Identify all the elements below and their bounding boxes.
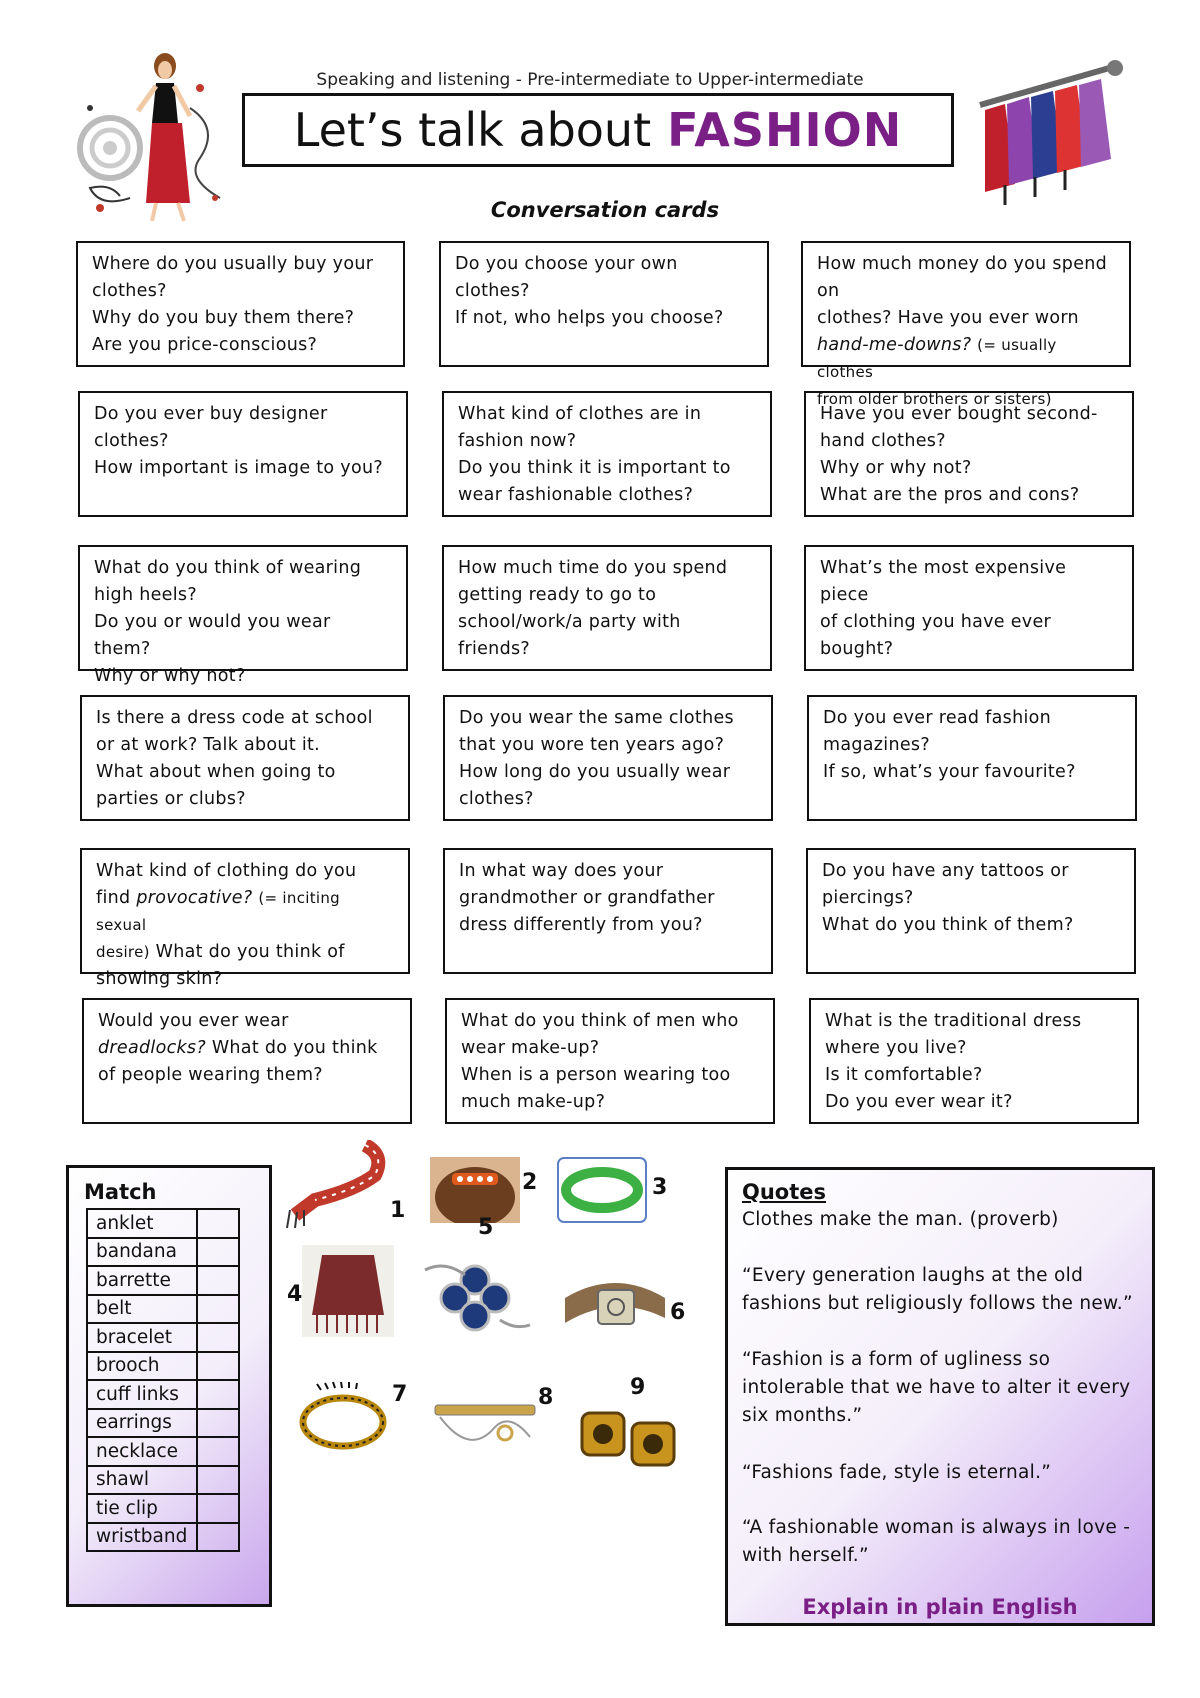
card-text: clothes? (459, 789, 534, 809)
card-text: What do you think of men who (461, 1011, 739, 1031)
cards-heading: Conversation cards (490, 198, 720, 222)
match-row (87, 1295, 239, 1324)
conversation-card (806, 848, 1136, 974)
wristband-icon (557, 1157, 647, 1223)
conversation-card (442, 545, 772, 671)
card-text: How much money do you spend on (817, 254, 1108, 301)
card-text: If not, who helps you choose? (455, 308, 724, 328)
conversation-card (807, 695, 1137, 821)
match-answer-cell[interactable] (197, 1494, 239, 1523)
match-answer-cell[interactable] (197, 1209, 239, 1238)
match-answer-cell[interactable] (197, 1238, 239, 1267)
conversation-card (76, 241, 405, 367)
card-text: getting ready to go to (458, 585, 657, 605)
card-text: Do you ever wear it? (825, 1092, 1013, 1112)
shawl-icon (302, 1245, 394, 1337)
conversation-card (439, 241, 769, 367)
match-answer-cell[interactable] (197, 1380, 239, 1409)
card-text: of people wearing them? (98, 1065, 323, 1085)
card-text: piercings? (822, 888, 914, 908)
conversation-card (801, 241, 1131, 408)
match-word: tie clip (87, 1494, 197, 1523)
conversation-card (442, 391, 772, 517)
card-text: Would you ever wear (98, 1011, 289, 1031)
card-text: clothes? (94, 431, 169, 451)
card-term: hand-me-downs? (817, 335, 972, 355)
fashion-woman-illustration (70, 48, 240, 224)
quote-text: “Fashions fade, style is eternal.” (742, 1462, 1052, 1483)
match-answer-cell[interactable] (197, 1466, 239, 1495)
picture-number: 6 (670, 1300, 686, 1325)
card-text: Do you wear the same clothes (459, 708, 734, 728)
card-text: How long do you usually wear (459, 762, 731, 782)
card-text: parties or clubs? (96, 789, 246, 809)
card-text: Why or why not? (820, 458, 972, 478)
card-text: What’s the most expensive piece (820, 558, 1067, 605)
barrette-icon (430, 1157, 520, 1223)
conversation-card (445, 998, 775, 1124)
brooch-icon (415, 1250, 535, 1340)
card-text: high heels? (94, 585, 197, 605)
conversation-card (78, 545, 408, 686)
card-text: What do you think of wearing (94, 558, 362, 578)
clothes-rack-illustration (975, 60, 1125, 210)
card-text: Why or why not? (94, 666, 246, 686)
conversation-card (443, 848, 773, 974)
card-note: (= inciting sexual (96, 889, 340, 934)
quote-text: “Fashion is a form of ugliness so intolerable that we have to alter it every six months.” (742, 1349, 1131, 1426)
card-text: fashion now? (458, 431, 577, 451)
title-box (242, 93, 954, 167)
card-text: Why do you buy them there? (92, 308, 355, 328)
tie-clip-icon (430, 1395, 540, 1455)
card-note: from older brothers or sisters) (817, 390, 1052, 408)
match-word: belt (87, 1295, 197, 1324)
card-text: clothes? (92, 281, 167, 301)
card-text: Do you ever read fashion (823, 708, 1052, 728)
match-word: anklet (87, 1209, 197, 1238)
card-text: of clothing you have ever (820, 612, 1052, 632)
match-answer-cell[interactable] (197, 1266, 239, 1295)
match-row (87, 1494, 239, 1523)
card-text: grandmother or grandfather (459, 888, 715, 908)
match-word: bracelet (87, 1323, 197, 1352)
conversation-card (80, 848, 410, 989)
match-word: wristband (87, 1523, 197, 1552)
card-text: Is it comfortable? (825, 1065, 983, 1085)
belt-icon (560, 1268, 670, 1344)
conversation-card (809, 998, 1139, 1124)
card-text: Do you have any tattoos or (822, 861, 1069, 881)
picture-number: 2 (522, 1170, 538, 1195)
match-row (87, 1238, 239, 1267)
quotes-title: Quotes (742, 1180, 827, 1204)
conversation-card (443, 695, 773, 821)
match-row (87, 1466, 239, 1495)
picture-number: 9 (630, 1375, 646, 1400)
match-word: brooch (87, 1352, 197, 1381)
card-text: wear fashionable clothes? (458, 485, 694, 505)
match-answer-cell[interactable] (197, 1323, 239, 1352)
card-text: dress differently from you? (459, 915, 703, 935)
card-text: In what way does your (459, 861, 664, 881)
picture-number: 1 (390, 1198, 406, 1223)
card-text: Do you think it is important to (458, 458, 731, 478)
card-text: Where do you usually buy your (92, 254, 374, 274)
match-table (86, 1208, 240, 1552)
card-text: What kind of clothing do you (96, 861, 357, 881)
card-note: desire) (96, 943, 150, 961)
card-text: What is the traditional dress (825, 1011, 1082, 1031)
card-text: clothes? Have you ever worn (817, 308, 1079, 328)
conversation-card (80, 695, 410, 821)
match-word: shawl (87, 1466, 197, 1495)
card-text: Do you or would you wear them? (94, 612, 331, 659)
picture-number: 7 (392, 1382, 408, 1407)
match-row (87, 1323, 239, 1352)
quote-text: “Every generation laughs at the old fashions but religiously follows the new.” (742, 1265, 1133, 1314)
card-term: provocative? (136, 888, 253, 908)
cuff-links-icon (577, 1398, 682, 1473)
conversation-card (804, 391, 1134, 517)
card-text: much make-up? (461, 1092, 606, 1112)
bracelet-icon (295, 1380, 390, 1455)
card-text: Are you price-conscious? (92, 335, 318, 355)
match-answer-cell[interactable] (197, 1409, 239, 1438)
card-text: What do you think of (155, 942, 345, 962)
match-row (87, 1209, 239, 1238)
card-text: hand clothes? (820, 431, 946, 451)
scarf-icon (285, 1140, 400, 1230)
picture-number: 4 (287, 1282, 303, 1307)
card-term: dreadlocks? (98, 1038, 206, 1058)
picture-number: 8 (538, 1385, 554, 1410)
card-text: Is there a dress code at school (96, 708, 373, 728)
card-text: What do you think (211, 1038, 378, 1058)
match-title: Match (84, 1180, 157, 1204)
card-text: magazines? (823, 735, 930, 755)
match-word: earrings (87, 1409, 197, 1438)
conversation-card (804, 545, 1134, 671)
match-row (87, 1523, 239, 1552)
card-text: Have you ever bought second- (820, 404, 1098, 424)
match-row (87, 1352, 239, 1381)
card-text: What kind of clothes are in (458, 404, 702, 424)
card-note: (= usually clothes (817, 336, 1057, 381)
match-word: cuff links (87, 1380, 197, 1409)
page-title-lead: Let’s talk about (293, 103, 652, 157)
card-text: bought? (820, 639, 894, 659)
quotes-instruction: Explain in plain English (802, 1595, 1078, 1619)
card-text: school/work/a party with (458, 612, 681, 632)
card-text: wear make-up? (461, 1038, 600, 1058)
card-text: When is a person wearing too (461, 1065, 731, 1085)
card-text: Do you choose your own clothes? (455, 254, 678, 301)
quote-text: Clothes make the man. (proverb) (742, 1209, 1059, 1230)
match-answer-cell[interactable] (197, 1352, 239, 1381)
card-text: showing skin? (96, 969, 223, 989)
picture-number: 3 (652, 1175, 668, 1200)
card-text: where you live? (825, 1038, 967, 1058)
card-text: What do you think of them? (822, 915, 1074, 935)
card-text: How important is image to you? (94, 458, 383, 478)
card-text: friends? (458, 639, 530, 659)
card-text: find (96, 888, 131, 908)
card-text: What about when going to (96, 762, 336, 782)
conversation-card (82, 998, 412, 1124)
match-row (87, 1437, 239, 1466)
page-subtitle: Speaking and listening - Pre-intermediate to Upper-intermediate (316, 70, 864, 90)
match-answer-cell[interactable] (197, 1295, 239, 1324)
card-text: What are the pros and cons? (820, 485, 1080, 505)
match-answer-cell[interactable] (197, 1523, 239, 1552)
match-row (87, 1380, 239, 1409)
card-text: that you wore ten years ago? (459, 735, 725, 755)
match-word: barrette (87, 1266, 197, 1295)
quote-text: “A fashionable woman is always in love - with herself.” (742, 1517, 1131, 1566)
match-answer-cell[interactable] (197, 1437, 239, 1466)
match-row (87, 1266, 239, 1295)
match-word: necklace (87, 1437, 197, 1466)
page-title-keyword: FASHION (667, 103, 903, 157)
card-text: How much time do you spend (458, 558, 728, 578)
picture-number: 5 (478, 1215, 494, 1240)
card-text: or at work? Talk about it. (96, 735, 321, 755)
conversation-card (78, 391, 408, 517)
card-text: Do you ever buy designer (94, 404, 328, 424)
match-row (87, 1409, 239, 1438)
match-word: bandana (87, 1238, 197, 1267)
card-text: If so, what’s your favourite? (823, 762, 1076, 782)
